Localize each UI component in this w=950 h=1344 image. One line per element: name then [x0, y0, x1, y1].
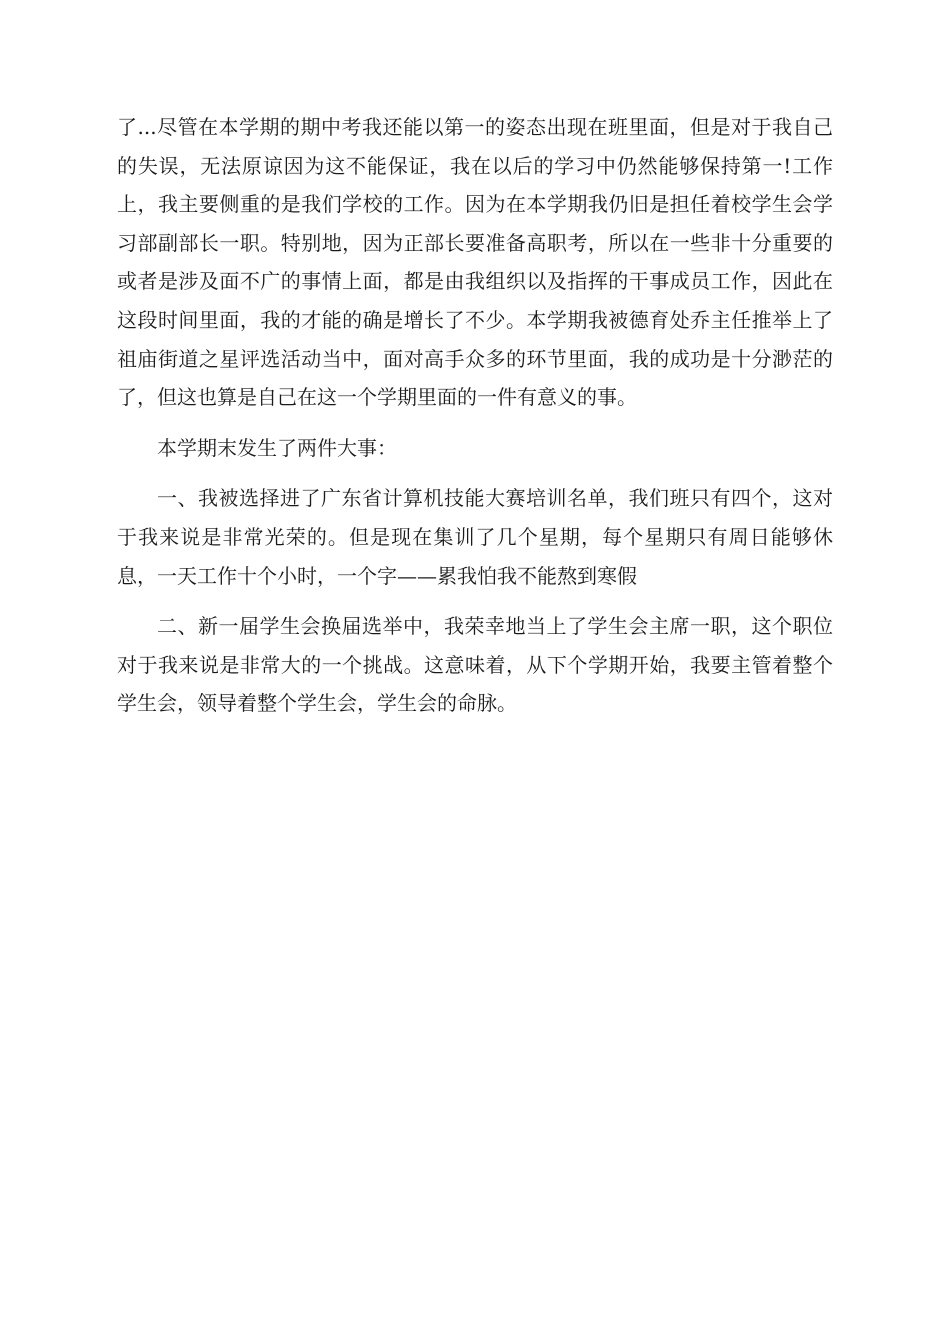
paragraph-continuation: 了...尽管在本学期的期中考我还能以第一的姿态出现在班里面，但是对于我自己的失误，无法原谅因为这不能保证，我在以后的学习中仍然能够保持第一!工作上，我主要侧重的是我们学校的工作。因为在本学期我仍旧是担任着校学生会学习部副部长一职。特别地，因为正部长要准备高职考，所以在一些非十分重要的或者是涉及面不广的事情上面，都是由我组织以及指挥的干事成员工作，因此在这段时间里面，我的才能的确是增长了不少。本学期我被德育处乔主任推举上了祖庙街道之星评选活动当中，面对高手众多的环节里面，我的成功是十分渺茫的了，但这也算是自己在这一个学期里面的一件有意义的事。: [117, 115, 833, 410]
document-body: [117, 108, 833, 723]
paragraph-event-two: 二、新一届学生会换届选举中，我荣幸地当上了学生会主席一职，这个职位对于我来说是非常大的一个挑战。这意味着，从下个学期开始，我要主管着整个学生会，领导着整个学生会，学生会的命脉。: [117, 614, 833, 716]
paragraph-event-one: 一、我被选择进了广东省计算机技能大赛培训名单，我们班只有四个，这对于我来说是非常光荣的。但是现在集训了几个星期，每个星期只有周日能够休息，一天工作十个小时，一个字——累我怕我不能熬到寒假: [117, 486, 833, 588]
paragraph-summary-intro: 本学期末发生了两件大事：: [157, 435, 397, 460]
